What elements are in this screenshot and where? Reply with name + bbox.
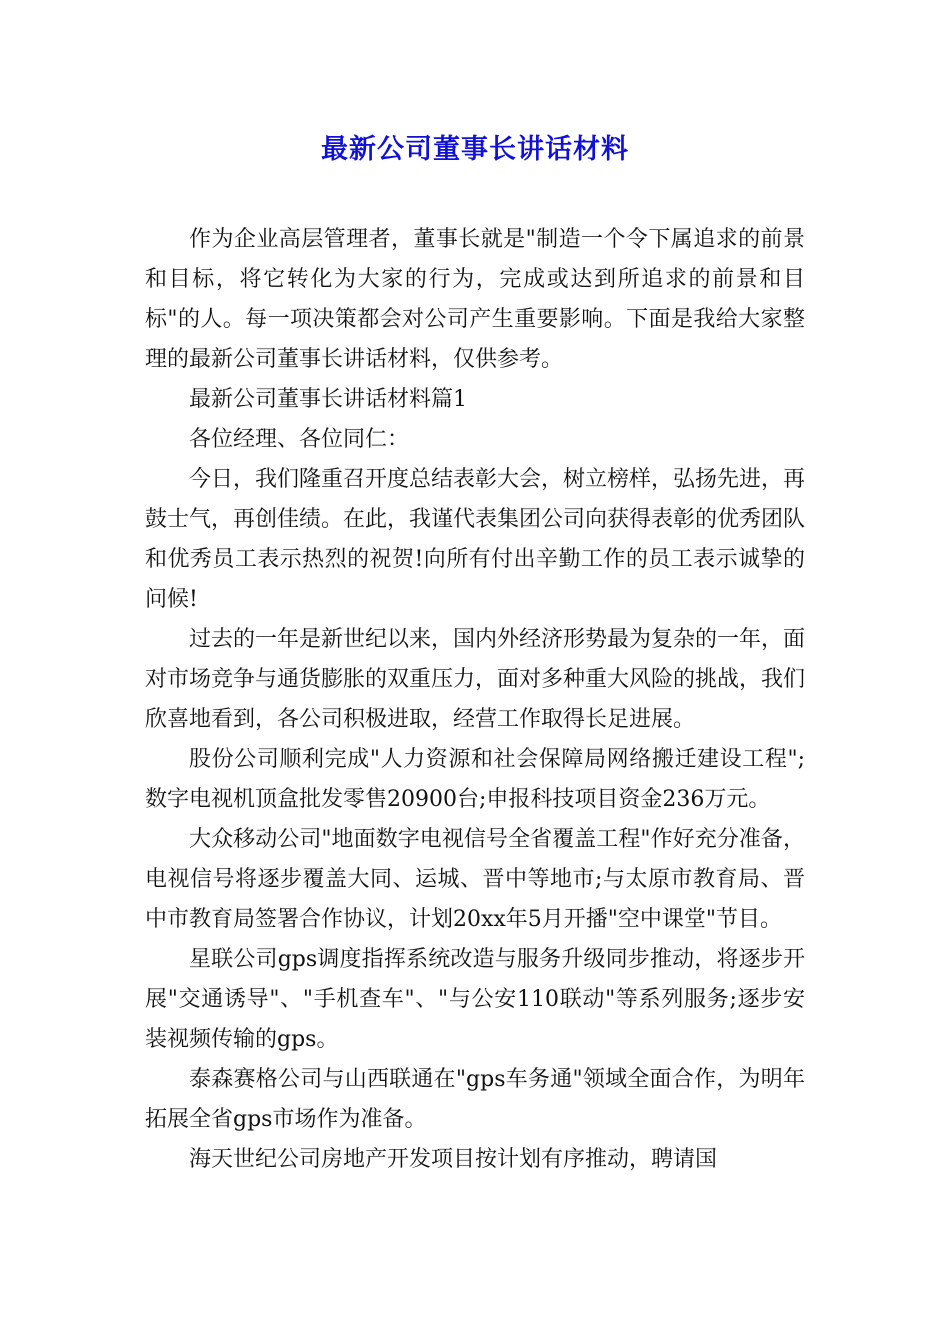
paragraph: 今日，我们隆重召开度总结表彰大会，树立榜样，弘扬先进，再鼓士气，再创佳绩。在此，我谨代表集团公司向获得表彰的优秀团队和优秀员工表示热烈的祝贺!向所有付出辛勤工作的员工表示诚挚的问候! [145, 467, 806, 612]
document-body [145, 220, 805, 1180]
paragraph: 泰森赛格公司与山西联通在"gps车务通"领域全面合作，为明年拓展全省gps市场作为准备。 [145, 1067, 805, 1132]
paragraph-intro: 作为企业高层管理者，董事长就是"制造一个令下属追求的前景和目标，将它转化为大家的行为，完成或达到所追求的前景和目标"的人。每一项决策都会对公司产生重要影响。下面是我给大家整理的最新公司董事长讲话材料，仅供参考。 [145, 227, 805, 372]
document-title: 最新公司董事长讲话材料 [321, 134, 629, 165]
section-heading: 最新公司董事长讲话材料篇1 [189, 387, 467, 412]
paragraph: 大众移动公司"地面数字电视信号全省覆盖工程"作好充分准备，电视信号将逐步覆盖大同、运城、晋中等地市;与太原市教育局、晋中市教育局签署合作协议，计划20xx年5月开播"空中课堂"节目。 [145, 827, 805, 932]
paragraph-salutation: 各位经理、各位同仁： [189, 427, 410, 452]
paragraph: 星联公司gps调度指挥系统改造与服务升级同步推动，将逐步开展"交通诱导"、"手机查车"、"与公安110联动"等系列服务;逐步安装视频传输的gps。 [145, 947, 805, 1052]
paragraph: 股份公司顺利完成"人力资源和社会保障局网络搬迁建设工程";数字电视机顶盒批发零售20900台;申报科技项目资金236万元。 [145, 747, 805, 812]
paragraph: 海天世纪公司房地产开发项目按计划有序推动，聘请国 [189, 1147, 718, 1172]
paragraph: 过去的一年是新世纪以来，国内外经济形势最为复杂的一年，面对市场竞争与通货膨胀的双重压力，面对多种重大风险的挑战，我们欣喜地看到，各公司积极进取，经营工作取得长足进展。 [145, 627, 806, 732]
